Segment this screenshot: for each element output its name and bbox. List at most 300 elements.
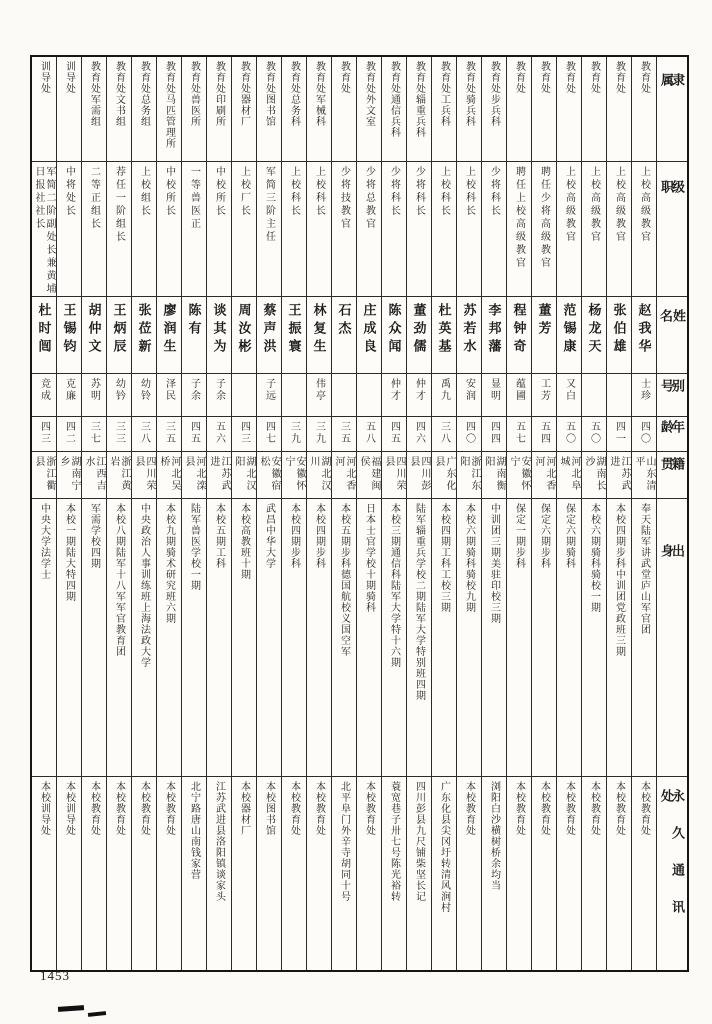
native-place-text: 山东清平 — [633, 456, 655, 492]
origin-text: 武昌中华大学 — [263, 503, 275, 569]
age-text: 五〇 — [563, 421, 575, 445]
cell-age — [82, 417, 106, 452]
row-header-rank — [657, 162, 687, 297]
name-text: 杨龙天 — [586, 303, 602, 357]
cell-origin — [532, 499, 556, 777]
cell-rank — [282, 162, 306, 297]
person-column — [156, 57, 181, 970]
person-column — [256, 57, 281, 970]
cell-alias — [132, 374, 156, 417]
age-text: 五七 — [513, 421, 525, 445]
cell-age — [232, 417, 256, 452]
cell-rank — [557, 162, 581, 297]
age-text: 三九 — [288, 421, 300, 445]
cell-native-place — [607, 452, 631, 499]
permanent-address-text: 本校教育处 — [88, 781, 100, 836]
affiliation-text: 教育处 — [538, 61, 550, 94]
cell-rank — [82, 162, 106, 297]
cell-origin — [32, 499, 56, 777]
cell-rank — [382, 162, 406, 297]
native-place-text: 河北阜城 — [558, 456, 580, 492]
cell-age — [632, 417, 656, 452]
affiliation-text: 教育处总务科 — [288, 61, 300, 127]
affiliation-text: 教育处 — [613, 61, 625, 94]
row-header-name-label: 姓名 — [658, 309, 686, 346]
cell-permanent-address — [632, 777, 656, 970]
cell-age — [132, 417, 156, 452]
person-column — [406, 57, 431, 970]
cell-rank — [607, 162, 631, 297]
cell-affiliation — [482, 57, 506, 162]
row-header-alias-label: 别号 — [659, 379, 685, 399]
cell-origin — [157, 499, 181, 777]
cell-permanent-address — [507, 777, 531, 970]
age-text: 四三 — [238, 421, 250, 445]
rank-text: 少将科长 — [413, 166, 425, 218]
native-place-text: 湖北汉川 — [308, 456, 330, 492]
permanent-address-text: 蓑宽巷子卅七号陈光裕转 — [388, 781, 400, 902]
rank-text: 中将处长 — [63, 166, 75, 218]
alias-text: 苏明 — [88, 378, 100, 402]
cell-origin — [282, 499, 306, 777]
cell-affiliation — [232, 57, 256, 162]
person-column — [431, 57, 456, 970]
cell-rank — [107, 162, 131, 297]
name-text: 谈其为 — [211, 303, 227, 357]
cell-native-place — [257, 452, 281, 499]
cell-affiliation — [557, 57, 581, 162]
permanent-address-text: 浏阳白沙横树桥余均当 — [488, 781, 500, 891]
native-place-text: 湖南衡阳 — [483, 456, 505, 492]
cell-origin — [332, 499, 356, 777]
cell-affiliation — [157, 57, 181, 162]
cell-alias — [307, 374, 331, 417]
permanent-address-text: 本校教育处 — [638, 781, 650, 836]
rank-text: 上校高级教官 — [588, 166, 600, 244]
age-text: 五八 — [363, 421, 375, 445]
cell-native-place — [457, 452, 481, 499]
origin-text: 本校三期通信科陆军大学特十六期 — [388, 503, 400, 668]
cell-affiliation — [432, 57, 456, 162]
affiliation-text: 教育处马匹管理所 — [163, 61, 175, 149]
cell-name — [532, 297, 556, 374]
alias-text: 子余 — [213, 378, 225, 402]
name-text: 蔡声洪 — [261, 303, 277, 357]
cell-affiliation — [507, 57, 531, 162]
cell-rank — [357, 162, 381, 297]
rank-text: 上校厂长 — [238, 166, 250, 218]
cell-alias — [432, 374, 456, 417]
cell-native-place — [382, 452, 406, 499]
cell-name — [257, 297, 281, 374]
cell-name — [632, 297, 656, 374]
cell-rank — [182, 162, 206, 297]
cell-alias — [257, 374, 281, 417]
native-place-text: 安徽宿松 — [258, 456, 280, 492]
cell-age — [532, 417, 556, 452]
cell-permanent-address — [207, 777, 231, 970]
permanent-address-text: 本校图书馆 — [263, 781, 275, 836]
cell-permanent-address — [407, 777, 431, 970]
row-header-origin-label: 出身 — [659, 544, 685, 707]
cell-affiliation — [32, 57, 56, 162]
cell-age — [307, 417, 331, 452]
native-place-text: 安徽怀宁 — [283, 456, 305, 492]
cell-age — [357, 417, 381, 452]
person-column — [581, 57, 606, 970]
affiliation-text: 教育处 — [563, 61, 575, 94]
cell-age — [457, 417, 481, 452]
native-place-text: 河北香河 — [333, 456, 355, 492]
person-column — [32, 57, 56, 970]
cell-age — [57, 417, 81, 452]
permanent-address-text: 本校训导处 — [63, 781, 75, 836]
cell-affiliation — [382, 57, 406, 162]
alias-text: 子余 — [188, 378, 200, 402]
cell-alias — [282, 374, 306, 417]
origin-text: 中央大学法学士 — [38, 503, 50, 580]
native-place-text: 江西吉水 — [83, 456, 105, 492]
rank-text: 一等兽医正 — [188, 166, 200, 231]
rank-text: 中校所长 — [163, 166, 175, 218]
affiliation-text: 教育处 — [588, 61, 600, 94]
age-text: 四二 — [63, 421, 75, 445]
cell-affiliation — [57, 57, 81, 162]
cell-alias — [382, 374, 406, 417]
cell-native-place — [282, 452, 306, 499]
cell-origin — [82, 499, 106, 777]
name-text: 程钟奇 — [511, 303, 527, 357]
cell-affiliation — [257, 57, 281, 162]
cell-name — [232, 297, 256, 374]
cell-age — [32, 417, 56, 452]
cell-name — [482, 297, 506, 374]
rank-text: 军简三阶主任 — [263, 166, 275, 244]
cell-name — [607, 297, 631, 374]
person-column — [231, 57, 256, 970]
affiliation-text: 教育处文书组 — [113, 61, 125, 127]
cell-origin — [307, 499, 331, 777]
name-text: 董芳 — [536, 303, 552, 339]
origin-text: 本校九期骑术研究班六期 — [163, 503, 175, 624]
cell-native-place — [582, 452, 606, 499]
cell-native-place — [357, 452, 381, 499]
native-place-text: 浙江衢县 — [33, 456, 55, 492]
alias-text: 幼钤 — [113, 378, 125, 402]
person-column — [481, 57, 506, 970]
native-place-text: 江苏武进 — [608, 456, 630, 492]
origin-text: 本校高教班十期 — [238, 503, 250, 580]
cell-rank — [432, 162, 456, 297]
permanent-address-text: 本校教育处 — [538, 781, 550, 836]
permanent-address-text: 本校教育处 — [113, 781, 125, 836]
person-column — [281, 57, 306, 970]
cell-native-place — [332, 452, 356, 499]
cell-age — [332, 417, 356, 452]
cell-rank — [57, 162, 81, 297]
affiliation-text: 教育处 — [638, 61, 650, 94]
native-place-text: 湖南长沙 — [583, 456, 605, 492]
age-text: 四六 — [413, 421, 425, 445]
affiliation-text: 教育处骑兵科 — [463, 61, 475, 127]
cell-native-place — [507, 452, 531, 499]
cell-alias — [607, 374, 631, 417]
cell-origin — [507, 499, 531, 777]
name-text: 胡仲文 — [86, 303, 102, 357]
affiliation-text: 教育处 — [338, 61, 350, 94]
origin-text: 陆军兽医学校一期 — [188, 503, 200, 591]
person-column — [56, 57, 81, 970]
person-column — [331, 57, 356, 970]
permanent-address-text: 本校器材厂 — [238, 781, 250, 836]
rank-text: 中校所长 — [213, 166, 225, 218]
cell-native-place — [232, 452, 256, 499]
origin-text: 本校四期步科 — [288, 503, 300, 569]
cell-name — [432, 297, 456, 374]
name-text: 廖润生 — [161, 303, 177, 357]
age-text: 四〇 — [638, 421, 650, 445]
cell-rank — [332, 162, 356, 297]
origin-text: 保定一期步科 — [513, 503, 525, 569]
cell-affiliation — [532, 57, 556, 162]
affiliation-text: 教育处总务组 — [138, 61, 150, 127]
age-text: 四三 — [38, 421, 50, 445]
cell-native-place — [82, 452, 106, 499]
permanent-address-text: 本校教育处 — [588, 781, 600, 836]
permanent-address-text: 四川彭县九尺铺柴坚长记 — [413, 781, 425, 902]
cell-age — [157, 417, 181, 452]
rank-text: 少将科长 — [488, 166, 500, 218]
person-column — [206, 57, 231, 970]
origin-text: 日本士官学校十期骑科 — [363, 503, 375, 613]
cell-rank — [232, 162, 256, 297]
origin-text: 本校六期骑科骑校一期 — [588, 503, 600, 613]
cell-permanent-address — [82, 777, 106, 970]
cell-rank — [457, 162, 481, 297]
cell-permanent-address — [332, 777, 356, 970]
permanent-address-text: 本校教育处 — [563, 781, 575, 836]
cell-origin — [582, 499, 606, 777]
native-place-text: 浙江黄岩 — [108, 456, 130, 492]
person-column — [506, 57, 531, 970]
cell-origin — [57, 499, 81, 777]
permanent-address-text: 本校训导处 — [38, 781, 50, 836]
permanent-address-text: 北宁路唐山南钱家营 — [188, 781, 200, 880]
origin-text: 奉天陆军讲武堂庐山军官团 — [638, 503, 650, 635]
roster-table — [30, 55, 689, 972]
cell-native-place — [432, 452, 456, 499]
cell-permanent-address — [107, 777, 131, 970]
cell-age — [507, 417, 531, 452]
cell-origin — [607, 499, 631, 777]
name-text: 张莅新 — [136, 303, 152, 357]
rank-text: 上校科长 — [438, 166, 450, 218]
age-text: 三三 — [113, 421, 125, 445]
age-text: 三九 — [313, 421, 325, 445]
native-place-text: 河北滦县 — [183, 456, 205, 492]
cell-name — [582, 297, 606, 374]
cell-name — [107, 297, 131, 374]
cell-origin — [207, 499, 231, 777]
name-text: 王振寰 — [286, 303, 302, 357]
cell-affiliation — [357, 57, 381, 162]
cell-native-place — [207, 452, 231, 499]
native-place-text: 安徽怀宁 — [508, 456, 530, 492]
permanent-address-text: 本校教育处 — [313, 781, 325, 836]
cell-name — [457, 297, 481, 374]
name-text: 赵我华 — [636, 303, 652, 357]
cell-permanent-address — [532, 777, 556, 970]
rank-text: 军简二阶副处长兼黄埔日报社社长 — [33, 166, 55, 296]
cell-affiliation — [82, 57, 106, 162]
origin-text: 保定六期骑科 — [563, 503, 575, 569]
cell-affiliation — [607, 57, 631, 162]
affiliation-text: 教育处图书馆 — [263, 61, 275, 127]
cell-origin — [482, 499, 506, 777]
cell-affiliation — [407, 57, 431, 162]
person-column — [356, 57, 381, 970]
cell-alias — [82, 374, 106, 417]
cell-origin — [557, 499, 581, 777]
name-text: 周汝彬 — [236, 303, 252, 357]
cell-age — [582, 417, 606, 452]
cell-affiliation — [632, 57, 656, 162]
cell-alias — [232, 374, 256, 417]
row-header-rank-label: 级职 — [659, 180, 685, 241]
cell-native-place — [532, 452, 556, 499]
cell-name — [132, 297, 156, 374]
native-place-text: 四川荣县 — [383, 456, 405, 492]
affiliation-text: 教育处 — [513, 61, 525, 94]
permanent-address-text: 本校教育处 — [513, 781, 525, 836]
rank-text: 少将技教官 — [338, 166, 350, 231]
permanent-address-text: 本校教育处 — [163, 781, 175, 836]
cell-alias — [407, 374, 431, 417]
permanent-address-text: 本校教育处 — [613, 781, 625, 836]
name-text: 王炳辰 — [111, 303, 127, 357]
cell-origin — [132, 499, 156, 777]
name-text: 苏若水 — [461, 303, 477, 357]
origin-text: 本校五期步科德国航校义国空军 — [338, 503, 350, 657]
age-text: 四五 — [188, 421, 200, 445]
cell-permanent-address — [457, 777, 481, 970]
cell-age — [107, 417, 131, 452]
alias-text: 子远 — [263, 378, 275, 402]
person-column — [81, 57, 106, 970]
alias-text: 仲才 — [388, 378, 400, 402]
alias-text: 幼铃 — [138, 378, 150, 402]
cell-native-place — [407, 452, 431, 499]
cell-rank — [132, 162, 156, 297]
person-column — [181, 57, 206, 970]
cell-affiliation — [182, 57, 206, 162]
cell-name — [357, 297, 381, 374]
cell-alias — [457, 374, 481, 417]
cell-origin — [357, 499, 381, 777]
page-number: 1453 — [40, 968, 70, 983]
cell-permanent-address — [282, 777, 306, 970]
permanent-address-text: 本校教育处 — [363, 781, 375, 836]
cell-age — [382, 417, 406, 452]
native-place-text: 河北吴桥 — [158, 456, 180, 492]
rank-text: 上校科长 — [288, 166, 300, 218]
person-column — [131, 57, 156, 970]
origin-text: 军需学校四期 — [88, 503, 100, 569]
row-header-alias — [657, 374, 687, 417]
origin-text: 陆军辎重兵学校二期陆军大学特别班四期 — [413, 503, 425, 701]
cell-permanent-address — [32, 777, 56, 970]
name-text: 董劲儒 — [411, 303, 427, 357]
origin-text: 本校八期陆军十八军军官教育团 — [113, 503, 125, 657]
origin-text: 本校四期步科 — [313, 503, 325, 569]
person-column — [456, 57, 481, 970]
cell-native-place — [132, 452, 156, 499]
native-place-text: 浙江东阳 — [458, 456, 480, 492]
cell-origin — [107, 499, 131, 777]
name-text: 石杰 — [336, 303, 352, 339]
row-header-native-place — [657, 452, 687, 499]
name-text: 张伯雄 — [611, 303, 627, 357]
age-text: 三五 — [338, 421, 350, 445]
affiliation-text: 训导处 — [63, 61, 75, 94]
name-text: 庄成良 — [361, 303, 377, 357]
affiliation-text: 教育处辎重兵科 — [413, 61, 425, 138]
age-text: 四〇 — [463, 421, 475, 445]
cell-permanent-address — [482, 777, 506, 970]
cell-origin — [432, 499, 456, 777]
cell-rank — [632, 162, 656, 297]
cell-native-place — [157, 452, 181, 499]
cell-affiliation — [132, 57, 156, 162]
permanent-address-text: 本校教育处 — [138, 781, 150, 836]
alias-text: 士珍 — [638, 378, 650, 402]
affiliation-text: 训导处 — [38, 61, 50, 94]
cell-age — [482, 417, 506, 452]
rank-text: 少将科长 — [388, 166, 400, 218]
row-header-age-label: 年龄 — [659, 420, 685, 437]
cell-permanent-address — [582, 777, 606, 970]
name-text: 陈有 — [186, 303, 202, 339]
alias-text: 克廉 — [63, 378, 75, 402]
rank-text: 聘任少将高级教官 — [538, 166, 550, 270]
age-text: 四七 — [263, 421, 275, 445]
affiliation-text: 教育处通信兵科 — [388, 61, 400, 138]
cell-native-place — [32, 452, 56, 499]
cell-native-place — [182, 452, 206, 499]
cell-alias — [557, 374, 581, 417]
cell-rank — [32, 162, 56, 297]
alias-text: 仲才 — [413, 378, 425, 402]
cell-permanent-address — [132, 777, 156, 970]
cell-native-place — [107, 452, 131, 499]
cell-name — [82, 297, 106, 374]
cell-native-place — [307, 452, 331, 499]
rank-text: 上校科长 — [313, 166, 325, 218]
permanent-address-text: 北平阜门外辛寺胡同十号 — [338, 781, 350, 902]
age-text: 三五 — [163, 421, 175, 445]
row-header-name — [657, 297, 687, 374]
cell-permanent-address — [432, 777, 456, 970]
rank-text: 上校高级教官 — [638, 166, 650, 244]
name-text: 陈众闻 — [386, 303, 402, 357]
cell-name — [382, 297, 406, 374]
cell-name — [282, 297, 306, 374]
native-place-text: 广东化县 — [433, 456, 455, 492]
name-text: 李邦藩 — [486, 303, 502, 357]
cell-permanent-address — [607, 777, 631, 970]
age-text: 三八 — [438, 421, 450, 445]
alias-text: 安润 — [463, 378, 475, 402]
